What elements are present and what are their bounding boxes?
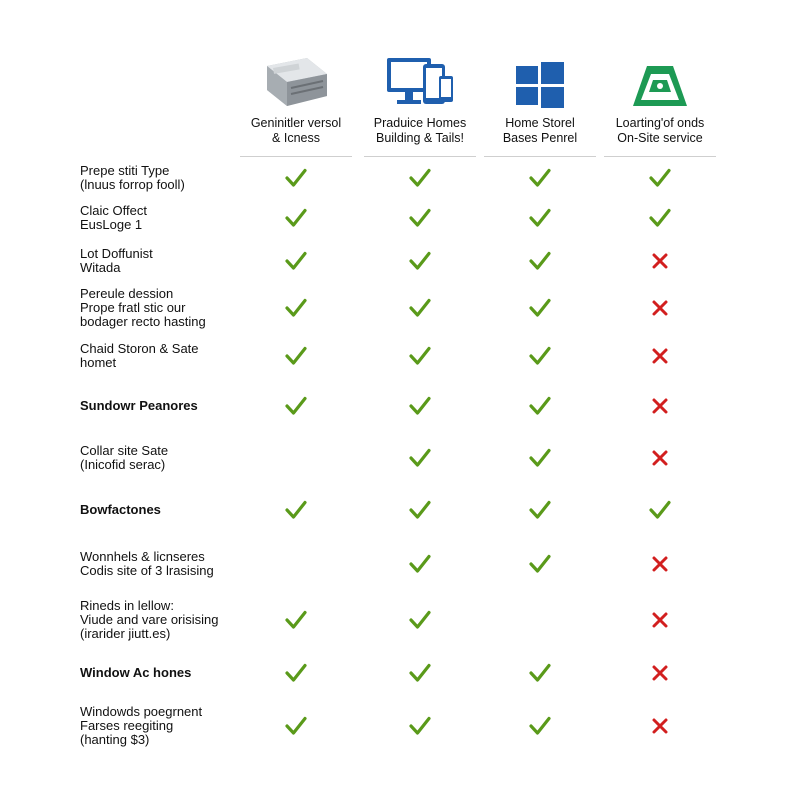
cross-icon: [648, 249, 672, 273]
row-label: Bowfactones: [80, 502, 161, 517]
checkmark-icon: [284, 714, 308, 738]
checkmark-icon: [528, 714, 552, 738]
checkmark-icon: [284, 344, 308, 368]
row-label: Prepe stiti Type (lnuus forrop fooll): [80, 163, 185, 192]
checkmark-icon: [284, 166, 308, 190]
column-title: Geninitler versol & Icness: [250, 116, 342, 145]
checkmark-icon: [408, 446, 432, 470]
monitor-devices-icon: [360, 48, 480, 110]
row-label: Rineds in lellow: Viude and vare orisising (irarider jiutt.es): [80, 598, 219, 641]
column-header-c4: [600, 48, 720, 157]
checkmark-icon: [528, 206, 552, 230]
checkmark-icon: [528, 166, 552, 190]
header-divider: [484, 156, 596, 157]
row-label: Wonnhels & licnseres Codis site of 3 lrasising: [80, 549, 214, 578]
cross-icon: [648, 714, 672, 738]
cross-icon: [648, 446, 672, 470]
checkmark-icon: [528, 249, 552, 273]
checkmark-icon: [528, 296, 552, 320]
row-label: Window Ac hones: [80, 665, 192, 680]
checkmark-icon: [408, 206, 432, 230]
checkmark-icon: [648, 206, 672, 230]
checkmark-icon: [408, 661, 432, 685]
row-label: Collar site Sate (Inicofid serac): [80, 443, 169, 472]
column-header-c2: [360, 48, 480, 157]
onsite-service-icon: [600, 48, 720, 110]
checkmark-icon: [528, 498, 552, 522]
checkmark-icon: [528, 446, 552, 470]
checkmark-icon: [528, 344, 552, 368]
cross-icon: [648, 608, 672, 632]
column-title: Home Storel Bases Penrel: [502, 116, 578, 145]
checkmark-icon: [408, 608, 432, 632]
checkmark-icon: [408, 394, 432, 418]
checkmark-icon: [284, 661, 308, 685]
checkmark-icon: [408, 166, 432, 190]
column-title: Loarting'of onds On-Site service: [615, 116, 705, 145]
row-label: Lot Doffunist Witada: [80, 246, 153, 275]
checkmark-icon: [408, 498, 432, 522]
cross-icon: [648, 552, 672, 576]
checkmark-icon: [648, 498, 672, 522]
checkmark-icon: [284, 249, 308, 273]
checkmark-icon: [528, 394, 552, 418]
row-label: Claic Offect EusLoge 1: [80, 203, 147, 232]
header-divider: [364, 156, 476, 157]
column-header-c3: [480, 48, 600, 157]
server-box-icon: [236, 48, 356, 110]
windows-logo-icon: [480, 48, 600, 110]
cross-icon: [648, 296, 672, 320]
checkmark-icon: [284, 608, 308, 632]
header-divider: [240, 156, 352, 157]
checkmark-icon: [528, 661, 552, 685]
row-label: Chaid Storon & Sate homet: [80, 341, 199, 370]
checkmark-icon: [648, 166, 672, 190]
checkmark-icon: [284, 206, 308, 230]
column-title: Praduice Homes Building & Tails!: [373, 116, 467, 145]
checkmark-icon: [284, 296, 308, 320]
row-label: Windowds poegrnent Farses reegiting (hanting $3): [80, 704, 203, 747]
cross-icon: [648, 344, 672, 368]
checkmark-icon: [528, 552, 552, 576]
row-label: Pereule dession Prope fratl stic our bodager recto hasting: [80, 286, 206, 329]
cross-icon: [648, 394, 672, 418]
column-header-c1: [236, 48, 356, 157]
checkmark-icon: [408, 344, 432, 368]
checkmark-icon: [408, 296, 432, 320]
header-divider: [604, 156, 716, 157]
row-label: Sundowr Peanores: [80, 398, 198, 413]
checkmark-icon: [408, 552, 432, 576]
cross-icon: [648, 661, 672, 685]
checkmark-icon: [284, 498, 308, 522]
checkmark-icon: [408, 249, 432, 273]
checkmark-icon: [408, 714, 432, 738]
checkmark-icon: [284, 394, 308, 418]
